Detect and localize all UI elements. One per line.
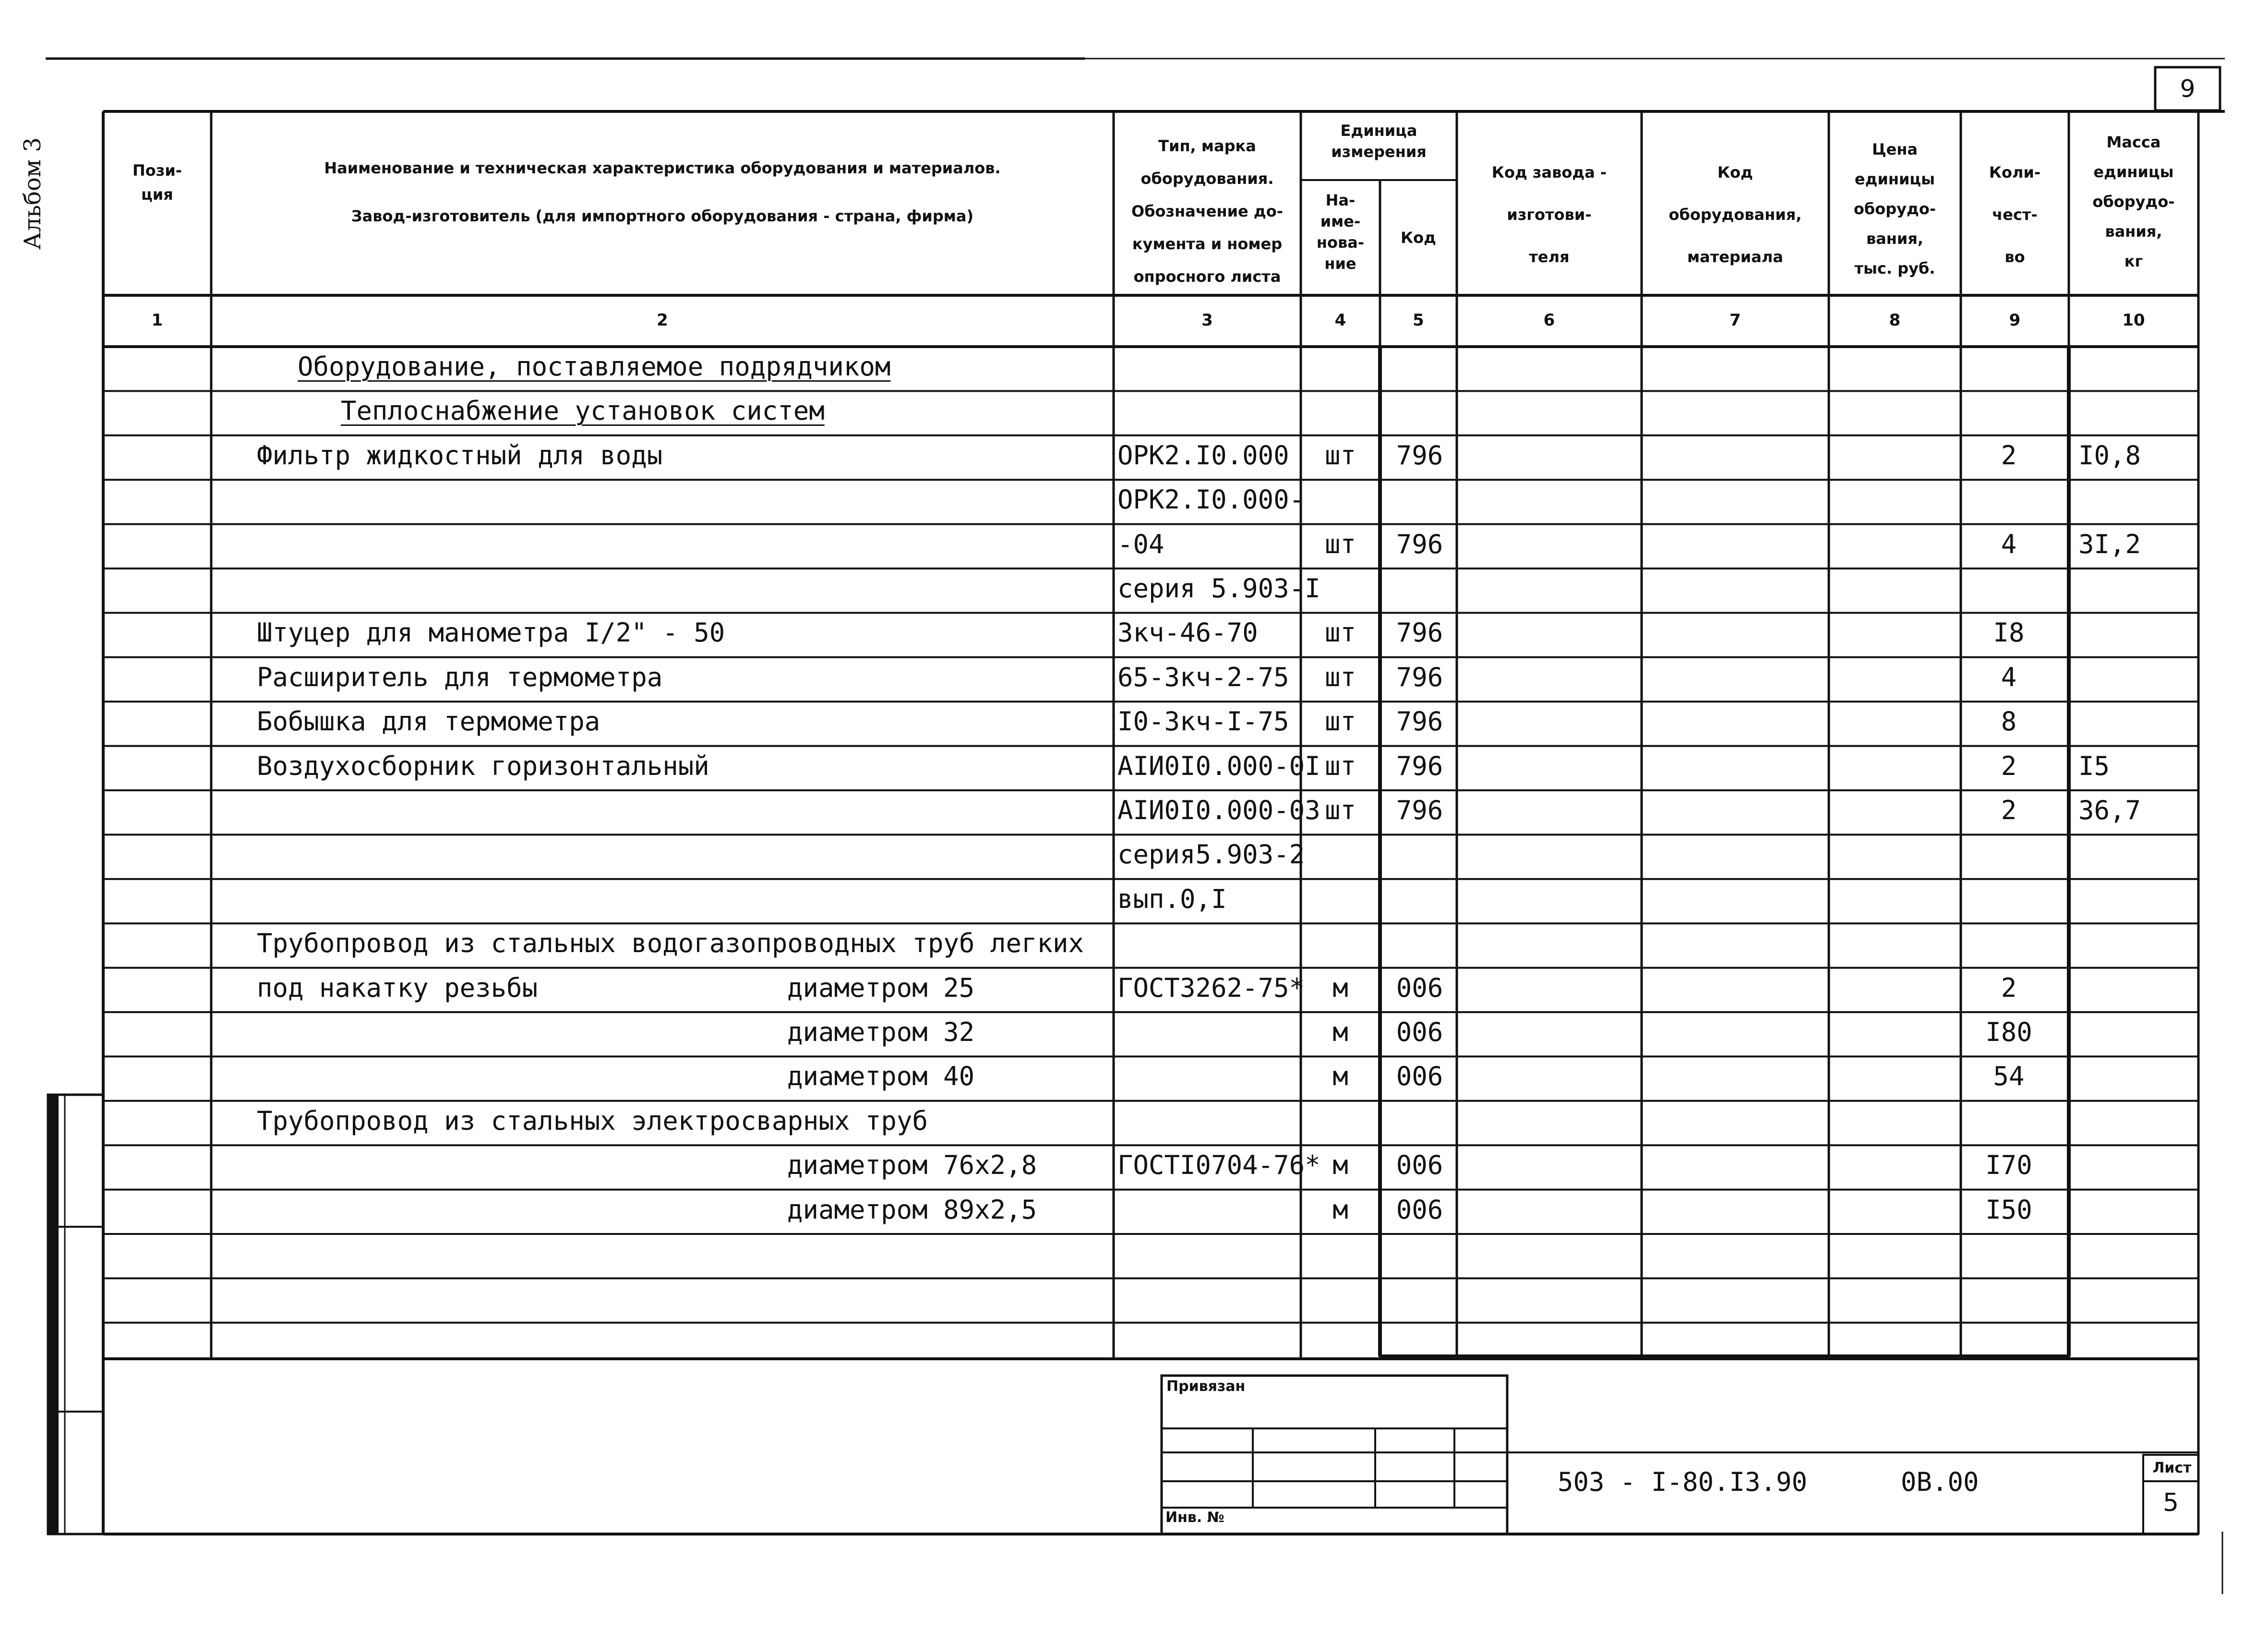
- item-name: Фильтр жидкостный для воды: [257, 440, 663, 471]
- item-type-mark: ОРК2.I0.000-: [1117, 484, 1305, 515]
- item-diameter: диаметром 40: [787, 1061, 975, 1092]
- header-col5: Код: [1401, 229, 1436, 247]
- item-unit-code: 796: [1396, 706, 1443, 737]
- document-suffix: 0В.00: [1901, 1467, 1979, 1497]
- item-unit-name: м: [1332, 1017, 1348, 1047]
- item-quantity: 2: [2001, 750, 2017, 781]
- item-name: Бобышка для термометра: [257, 706, 600, 737]
- header-col2-line1: Наименование и техническая характеристика оборудования и материалов.: [324, 159, 1001, 177]
- item-quantity: I8: [1993, 617, 2025, 648]
- item-unit-name: шт: [1324, 440, 1356, 471]
- column-number: 4: [1334, 311, 1346, 330]
- item-unit-name: шт: [1324, 529, 1356, 559]
- item-diameter: диаметром 32: [787, 1017, 975, 1047]
- item-quantity: I80: [1985, 1017, 2032, 1047]
- item-type-mark: вып.0,I: [1117, 883, 1227, 914]
- column-number: 5: [1413, 311, 1424, 330]
- column-number: 9: [2009, 311, 2021, 330]
- item-mass: I0,8: [2078, 440, 2141, 471]
- document-code: 503 - I-80.I3.90: [1558, 1467, 1808, 1497]
- item-quantity: I70: [1985, 1150, 2032, 1181]
- header-col45-group: Единица измерения: [1331, 121, 1427, 161]
- item-unit-code: 796: [1396, 440, 1443, 471]
- column-number: 1: [151, 311, 163, 330]
- item-quantity: 54: [1993, 1061, 2025, 1092]
- item-type-mark: I0-3кч-I-75: [1117, 706, 1289, 737]
- item-quantity: 4: [2001, 529, 2017, 559]
- item-unit-name: шт: [1324, 706, 1356, 737]
- item-unit-code: 796: [1396, 662, 1443, 692]
- stamp-inv-number: Инв. №: [1165, 1509, 1224, 1526]
- item-unit-code: 006: [1396, 972, 1443, 1003]
- item-mass: 3I,2: [2078, 529, 2141, 559]
- item-name: под накатку резьбы: [257, 972, 538, 1003]
- header-col1: Пози- ция: [132, 161, 182, 204]
- item-quantity: 4: [2001, 662, 2017, 692]
- column-number: 8: [1889, 311, 1901, 330]
- item-name: Трубопровод из стальных электросварных труб: [257, 1105, 928, 1136]
- column-number: 2: [657, 311, 668, 330]
- item-diameter: диаметром 89х2,5: [787, 1194, 1037, 1225]
- item-quantity: 2: [2001, 972, 2017, 1003]
- header-col8: Цена единицы оборудо- вания, тыс. руб.: [1853, 140, 1936, 278]
- item-name: Расширитель для термометра: [257, 662, 663, 692]
- header-col4: На- име- нова- ние: [1316, 191, 1365, 273]
- item-unit-name: шт: [1324, 750, 1356, 781]
- column-number: 6: [1543, 311, 1555, 330]
- item-type-mark: АIИ0I0.000-0I: [1117, 750, 1320, 781]
- item-unit-code: 796: [1396, 750, 1443, 781]
- sheet-number-top: 9: [2180, 75, 2196, 103]
- item-unit-name: м: [1332, 1061, 1348, 1092]
- column-number: 7: [1729, 311, 1741, 330]
- album-side-label: Альбом 3: [19, 137, 46, 250]
- list-number: 5: [2162, 1488, 2179, 1517]
- item-quantity: 2: [2001, 795, 2017, 825]
- item-type-mark: 65-3кч-2-75: [1117, 662, 1289, 692]
- column-number: 3: [1201, 311, 1213, 330]
- item-unit-code: 006: [1396, 1150, 1443, 1181]
- item-unit-name: шт: [1324, 662, 1356, 692]
- column-number: 10: [2122, 311, 2145, 330]
- header-col9: Коли- чест- во: [1989, 163, 2041, 266]
- item-unit-code: 006: [1396, 1061, 1443, 1092]
- item-type-mark: 3кч-46-70: [1117, 617, 1258, 648]
- item-type-mark: серия5.903-2: [1117, 839, 1305, 870]
- item-mass: 36,7: [2078, 795, 2141, 825]
- item-quantity: I50: [1985, 1194, 2032, 1225]
- item-type-mark: ОРК2.I0.000: [1117, 440, 1289, 471]
- item-name: Теплоснабжение установок систем: [341, 396, 825, 426]
- item-name: Трубопровод из стальных водогазопроводных труб легких: [257, 928, 1084, 959]
- header-col7: Код оборудования, материала: [1668, 163, 1802, 266]
- item-unit-name: шт: [1324, 795, 1356, 825]
- stamp-privyazan: Привязан: [1166, 1378, 1246, 1395]
- item-quantity: 8: [2001, 706, 2017, 737]
- item-type-mark: ГОСТI0704-76*: [1117, 1150, 1320, 1181]
- item-unit-code: 796: [1396, 529, 1443, 559]
- item-diameter: диаметром 76х2,8: [787, 1150, 1037, 1181]
- header-col6: Код завода - изготови- теля: [1491, 163, 1607, 266]
- list-label: Лист: [2152, 1460, 2192, 1476]
- item-name: Оборудование, поставляемое подрядчиком: [298, 351, 891, 382]
- item-type-mark: -04: [1117, 529, 1164, 559]
- item-type-mark: серия 5.903-I: [1117, 573, 1320, 604]
- item-name: Штуцер для манометра I/2" - 50: [257, 617, 725, 648]
- item-unit-code: 796: [1396, 617, 1443, 648]
- item-type-mark: АIИ0I0.000-03: [1117, 795, 1320, 825]
- item-diameter: диаметром 25: [787, 972, 975, 1003]
- item-mass: I5: [2078, 750, 2110, 781]
- item-quantity: 2: [2001, 440, 2017, 471]
- item-unit-code: 006: [1396, 1017, 1443, 1047]
- header-col3: Тип, марка оборудования. Обозначение до- кумента и номер опросного листа: [1131, 137, 1283, 286]
- item-name: Воздухосборник горизонтальный: [257, 750, 709, 781]
- item-unit-name: м: [1332, 1194, 1348, 1225]
- item-unit-name: шт: [1324, 617, 1356, 648]
- item-unit-code: 796: [1396, 795, 1443, 825]
- header-col10: Масса единицы оборудо- вания, кг: [2092, 133, 2175, 270]
- item-unit-code: 006: [1396, 1194, 1443, 1225]
- item-type-mark: ГОСТ3262-75*: [1117, 972, 1305, 1003]
- item-unit-name: м: [1332, 972, 1348, 1003]
- item-unit-name: м: [1332, 1150, 1348, 1181]
- header-col2-line2: Завод-изготовитель (для импортного оборудования - страна, фирма): [351, 207, 974, 225]
